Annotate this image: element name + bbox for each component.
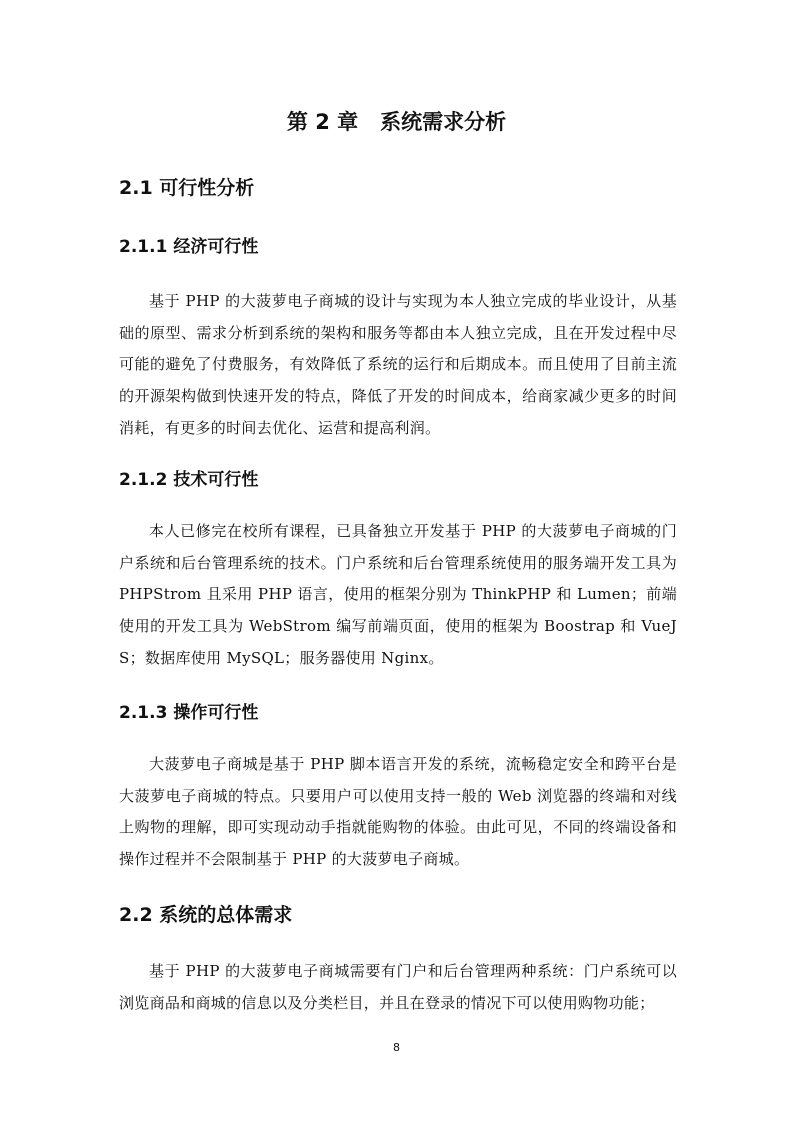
subsection-heading-2-1-3: 2.1.3 操作可行性 — [119, 703, 259, 723]
subsection-heading-2-1-1: 2.1.1 经济可行性 — [119, 237, 259, 257]
section-heading-2-1: 2.1 可行性分析 — [119, 177, 255, 199]
paragraph-overall-requirements: 基于 PHP 的大菠萝电子商城需要有门户和后台管理两种系统：门户系统可以浏览商品和商城的信息以及分类栏目，并且在登录的情况下可以使用购物功能； — [119, 962, 677, 1012]
paragraph-operational-feasibility: 大菠萝电子商城是基于 PHP 脚本语言开发的系统，流畅稳定安全和跨平台是大菠萝电子商城的特点。只要用户可以使用支持一般的 Web 浏览器的终端和对线上购物的理解，即可实现动动手指就能购物的体验。由此可见，不同的终端设备和操作过程并不会限制基于 PHP 的大菠萝电子商城。 — [119, 755, 677, 869]
paragraph-economic-feasibility: 基于 PHP 的大菠萝电子商城的设计与实现为本人独立完成的毕业设计，从基础的原型、需求分析到系统的架构和服务等都由本人独立完成，且在开发过程中尽可能的避免了付费服务，有效降低了系统的运行和后期成本。而且使用了目前主流的开源架构做到快速开发的特点，降低了开发的时间成本，给商家减少更多的时间消耗，有更多的时间去优化、运营和提高利润。 — [119, 292, 677, 437]
page-number: 8 — [393, 1041, 400, 1054]
section-heading-2-2: 2.2 系统的总体需求 — [119, 904, 293, 926]
chapter-title: 第 2 章 系统需求分析 — [286, 110, 507, 134]
paragraph-technical-feasibility: 本人已修完在校所有课程，已具备独立开发基于 PHP 的大菠萝电子商城的门户系统和后台管理系统的技术。门户系统和后台管理系统使用的服务端开发工具为 PHPStrom 且采用 PHP 语言，使用的框架分别为 ThinkPHP 和 Lumen；前端使用的开发工具为 WebStrom 编写前端页面，使用的框架为 Boostrap 和 VueJS；数据库使用 MySQL；服务器使用 Nginx。 — [119, 522, 677, 667]
subsection-heading-2-1-2: 2.1.2 技术可行性 — [119, 470, 259, 490]
